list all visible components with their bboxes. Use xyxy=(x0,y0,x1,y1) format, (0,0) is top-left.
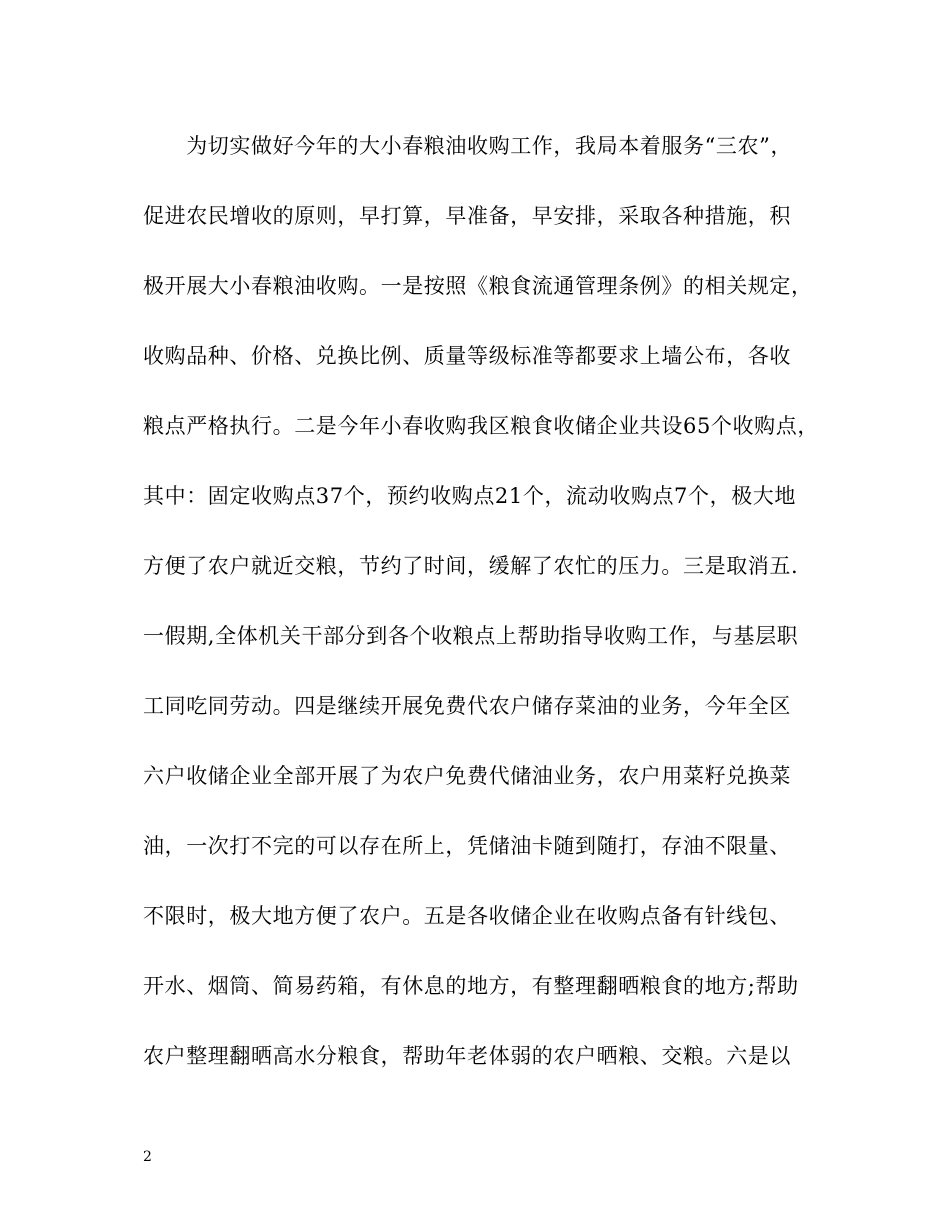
body-text-line: 其中：固定收购点37个，预约收购点21个，流动收购点7个，极大地 xyxy=(143,484,797,508)
body-text-line: 农户整理翻晒高水分粮食，帮助年老体弱的农户晒粮、交粮。六是以 xyxy=(143,1044,791,1068)
body-text-line: 收购品种、价格、兑换比例、质量等级标准等都要求上墙公布，各收 xyxy=(143,344,791,368)
body-text-line: 油，一次打不完的可以存在所上，凭储油卡随到随打，存油不限量、 xyxy=(143,834,791,858)
body-text-line: 方便了农户就近交粮，节约了时间，缓解了农忙的压力。三是取消五. xyxy=(143,554,799,578)
body-text-line: 粮点严格执行。二是今年小春收购我区粮食收储企业共设65个收购点， xyxy=(143,414,819,438)
body-text-line: 促进农民增收的原则，早打算，早准备，早安排，采取各种措施，积 xyxy=(143,204,791,228)
body-text-line: 不限时，极大地方便了农户。五是各收储企业在收购点备有针线包、 xyxy=(143,904,791,928)
body-text-line: 一假期,全体机关干部分到各个收粮点上帮助指导收购工作，与基层职 xyxy=(143,624,799,648)
body-text-line: 为切实做好今年的大小春粮油收购工作，我局本着服务“三农”， xyxy=(143,134,793,158)
body-text-line: 工同吃同劳动。四是继续开展免费代农户储存菜油的业务，今年全区 xyxy=(143,694,791,718)
body-text-line: 极开展大小春粮油收购。一是按照《粮食流通管理条例》的相关规定， xyxy=(143,274,813,298)
page-number: 2 xyxy=(143,1149,152,1165)
body-text-line: 开水、烟筒、简易药箱，有休息的地方，有整理翻晒粮食的地方;帮助 xyxy=(143,974,799,998)
body-text-line: 六户收储企业全部开展了为农户免费代储油业务，农户用菜籽兑换菜 xyxy=(143,764,791,788)
